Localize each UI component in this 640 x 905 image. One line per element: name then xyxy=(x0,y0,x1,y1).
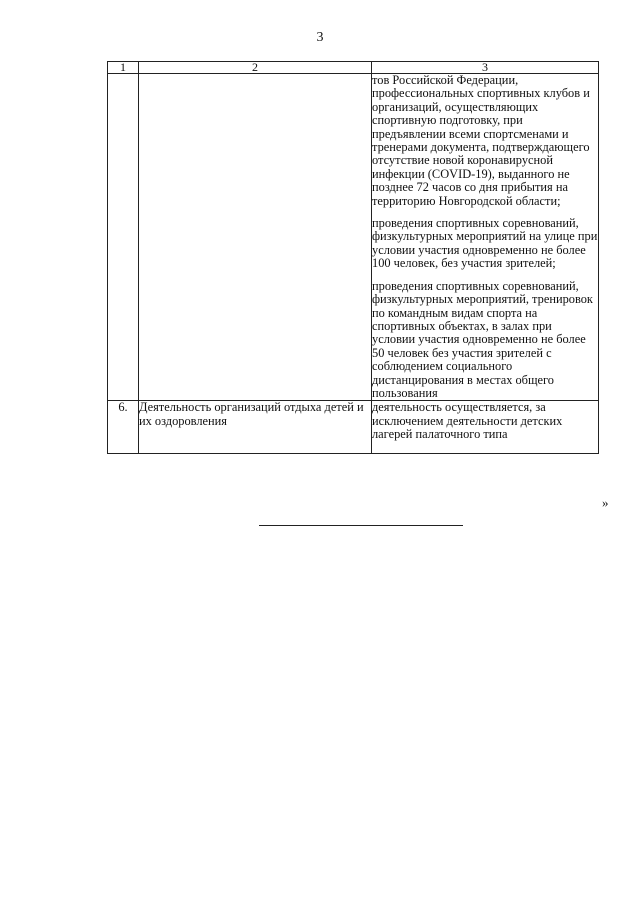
table-row xyxy=(108,74,599,401)
column-header-2: 2 xyxy=(139,62,372,74)
page-number: 3 xyxy=(316,30,324,45)
row-number-cell: 6. xyxy=(108,401,139,454)
footer-divider xyxy=(259,525,463,526)
conditions-cell xyxy=(372,401,599,454)
activity-cell: Деятельность организаций отдыха детей и их оздоровления xyxy=(139,401,372,454)
conditions-paragraph: проведения спортивных соревнований, физкультурных мероприятий на улице при условии участия одновременно не более 100 человек, без участия зрителей; xyxy=(372,216,598,271)
column-header-1: 1 xyxy=(108,62,139,74)
conditions-paragraph: деятельность осуществляется, за исключением деятельности детских лагерей палаточного типа xyxy=(372,400,563,442)
closing-quote: » xyxy=(602,495,609,510)
column-header-3: 3 xyxy=(372,62,599,74)
table-row xyxy=(108,401,599,454)
conditions-cell xyxy=(372,74,599,401)
regulation-table xyxy=(107,61,599,454)
conditions-paragraph: проведения спортивных соревнований, физкультурных мероприятий, тренировок по командным видам спорта на спортивных объектах, в залах при условии участия одновременно не более 50 человек без участия зрителей с соблюдением социального дистанцирования в местах общего пользования xyxy=(372,278,593,400)
activity-cell xyxy=(139,74,372,401)
row-number-cell xyxy=(108,74,139,401)
table-header-row xyxy=(108,62,599,74)
conditions-paragraph: тов Российской Федерации, профессиональных спортивных клубов и организаций, осуществляющих спортивную подготовку, при предъявлении всеми спортсменами и тренерами документа, подтверждающего отсутствие новой коронавирусной инфекции (COVID-19), выданного не позднее 72 часов со дня прибытия на территорию Новгородской области; xyxy=(372,73,590,208)
